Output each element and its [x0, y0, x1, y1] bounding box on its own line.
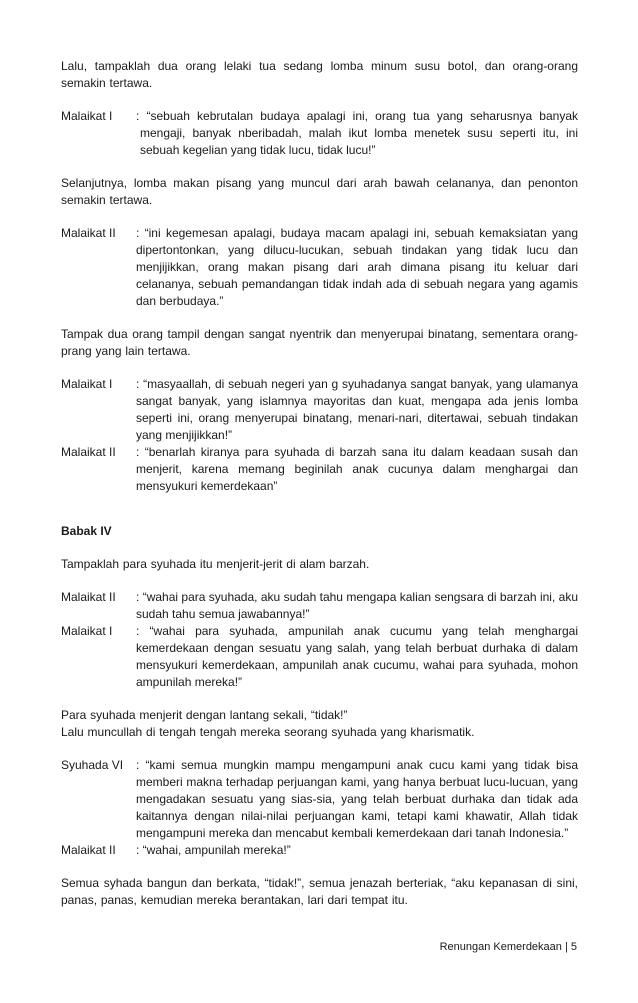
- dialogue-line: [61, 757, 578, 842]
- speaker-name: Malaikat II: [61, 445, 116, 459]
- narration-paragraph: Selanjutnya, lomba makan pisang yang muncul dari arah bawah celananya, dan penonton semakin tertawa.: [61, 176, 578, 207]
- dialogue-group: [61, 108, 578, 159]
- speaker-name: Malaikat II: [61, 226, 116, 240]
- speaker-name: Malaikat I: [61, 624, 113, 638]
- dialogue-group: [61, 589, 578, 691]
- speaker-name: Malaikat I: [61, 377, 113, 391]
- speaker-name: Malaikat II: [61, 590, 116, 604]
- dialogue-line: [61, 376, 578, 444]
- page-footer: Renungan Kemerdekaan | 5: [439, 941, 577, 953]
- dialogue-group: [61, 757, 578, 859]
- dialogue-group: [61, 225, 578, 310]
- dialogue-text: : “masyaallah, di sebuah negeri yan g syuhadanya sangat banyak, yang ulamanya sangat banyak, yang islamnya mayoritas dan kuat, mengapa ada jenis lomba seperti ini, orang menyerupai binatang, menari-nari, ditertawai, sebuah tindakan yang menjijikkan!”: [136, 377, 578, 442]
- dialogue-line: [61, 842, 578, 859]
- narration-paragraph: Lalu, tampaklah dua orang lelaki tua sedang lomba minum susu botol, dan orang-orang semakin tertawa.: [61, 59, 578, 90]
- dialogue-group: [61, 376, 578, 495]
- dialogue-text: : “benarlah kiranya para syuhada di barzah sana itu dalam keadaan susah dan menjerit, karena memang beginilah anak cucunya dalam menghargai dan mensyukuri kemerdekaan”: [136, 445, 578, 493]
- section-heading: Babak IV: [61, 524, 112, 538]
- dialogue-text: : “wahai para syuhada, ampunilah anak cucumu yang telah menghargai kemerdekaan dengan sesuatu yang salah, yang telah berbuat durhaka di dalam mensyukuri kemerdekaan, ampunilah anak cucumu, wahai para syuhada, mohon ampunilah mereka!”: [136, 624, 578, 689]
- dialogue-text: : “wahai para syuhada, aku sudah tahu mengapa kalian sengsara di barzah ini, aku sudah tahu semua jawabannya!”: [136, 590, 578, 621]
- dialogue-text: : “sebuah kebrutalan budaya apalagi ini, orang tua yang seharusnya banyak mengaji, banyak nberibadah, malah ikut lomba menetek susu seperti itu, ini sebuah kegelian yang tidak lucu, tidak lucu!”: [136, 109, 578, 157]
- dialogue-text: : “wahai, ampunilah mereka!”: [136, 843, 291, 857]
- narration-paragraph: Para syuhada menjerit dengan lantang sekali, “tidak!”: [61, 708, 348, 722]
- speaker-name: Malaikat II: [61, 843, 116, 857]
- document-page: [61, 58, 578, 925]
- dialogue-line: [61, 108, 578, 159]
- speaker-name: Syuhada VI: [61, 758, 124, 772]
- dialogue-line: [61, 444, 578, 495]
- dialogue-line: [61, 225, 578, 310]
- speaker-name: Malaikat I: [61, 109, 113, 123]
- dialogue-line: [61, 589, 578, 623]
- dialogue-text: : “ini kegemesan apalagi, budaya macam apalagi ini, sebuah kemaksiatan yang dipertontonkan, yang dilucu-lucukan, sebuah tindakan yang tidak lucu dan menjijikkan, orang makan pisang dari arah dimana pisang itu keluar dari celananya, sebuah pemandangan tidak indah ada di sebuah negara yang agamis dan berbudaya.”: [136, 226, 578, 308]
- narration-paragraph: Lalu muncullah di tengah tengah mereka seorang syuhada yang kharismatik.: [61, 725, 475, 739]
- dialogue-text: : “kami semua mungkin mampu mengampuni anak cucu kami yang tidak bisa memberi makna terhadap perjuangan kami, yang hanya berbuat lucu-lucuan, yang mengadakan sesuatu yang sias-sia, yang telah berbuat durhaka dan tidak ada kaitannya dengan nilai-nilai perjuangan kami, tetapi kami khawatir, Allah tidak mengampuni mereka dan mencabut kembali kemerdekaan dari tanah Indonesia.”: [136, 758, 578, 840]
- narration-paragraph: Semua syhada bangun dan berkata, “tidak!”, semua jenazah berteriak, “aku kepanasan di sini, panas, panas, kemudian mereka berantakan, lari dari tempat itu.: [61, 876, 578, 907]
- narration-paragraph: Tampak dua orang tampil dengan sangat nyentrik dan menyerupai binatang, sementara orang-prang yang lain tertawa.: [61, 327, 578, 358]
- narration-paragraph: Tampaklah para syuhada itu menjerit-jerit di alam barzah.: [61, 557, 370, 571]
- dialogue-line: [61, 623, 578, 691]
